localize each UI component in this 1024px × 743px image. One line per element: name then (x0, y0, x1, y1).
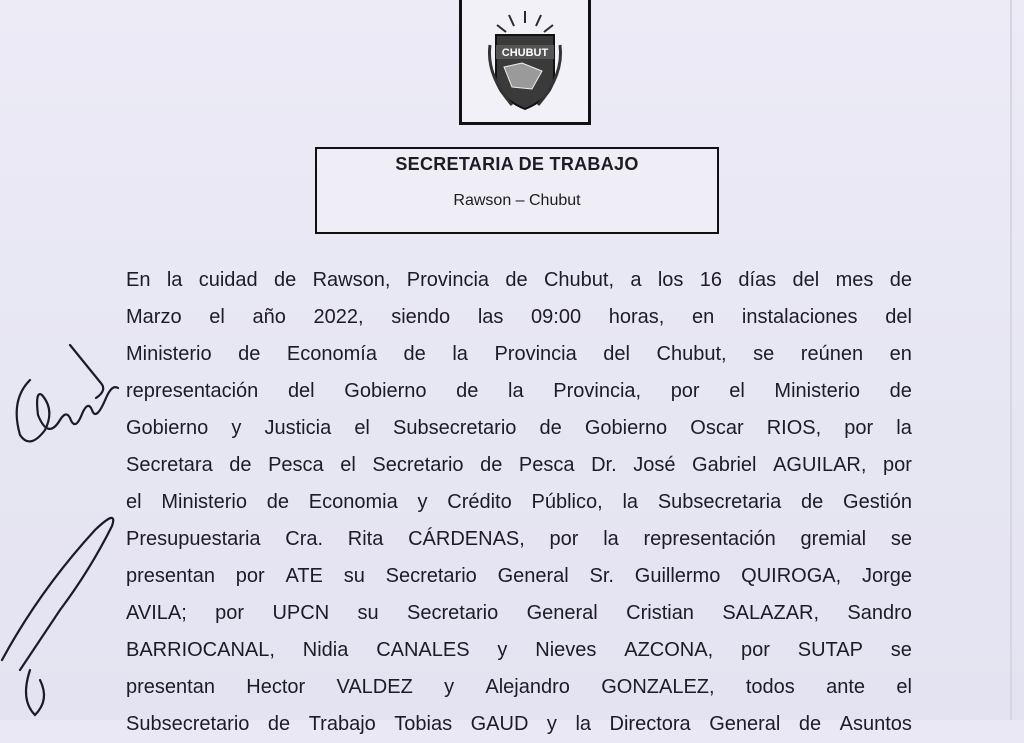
body-word: representación (126, 380, 259, 402)
body-word: Presupuestaria (126, 528, 261, 550)
body-word: todos (745, 676, 795, 698)
body-word: siendo (391, 306, 451, 328)
body-word: Alejandro (485, 676, 570, 698)
body-word: Cra. (285, 528, 324, 550)
body-line (126, 706, 912, 743)
body-word: el (729, 380, 745, 402)
body-word: Gobierno (584, 417, 668, 439)
body-word: por (549, 528, 579, 550)
body-word: Nidia (302, 639, 349, 661)
body-word: CÁRDENAS, (408, 528, 525, 550)
body-word: Provincia (406, 269, 490, 291)
body-word: la (896, 417, 912, 439)
body-word: RIOS, (766, 417, 822, 439)
body-word: de (798, 713, 822, 735)
body-line (126, 447, 912, 484)
body-word: Hector (246, 676, 306, 698)
body-word: Directora (609, 713, 691, 735)
body-word: y (546, 713, 557, 735)
body-word: de (403, 343, 426, 365)
body-word: su (343, 565, 365, 587)
body-word: Nieves (535, 639, 597, 661)
body-word: en (692, 306, 715, 328)
body-word: de (266, 491, 289, 513)
body-word: 09:00 (531, 306, 582, 328)
body-word: Sandro (847, 602, 912, 624)
body-word: gremial (800, 528, 867, 550)
body-word: su (357, 602, 379, 624)
body-word: Economia (308, 491, 398, 513)
body-word: del (287, 380, 315, 402)
body-word: GONZALEZ, (601, 676, 715, 698)
body-word: Asuntos (839, 713, 912, 735)
body-word: Secretario (407, 602, 499, 624)
body-word: AGUILAR, (773, 454, 867, 476)
body-word: el (340, 454, 356, 476)
body-word: Trabajo (308, 713, 376, 735)
body-word: la (603, 528, 619, 550)
office-title: SECRETARIA DE TRABAJO (395, 154, 639, 174)
body-word: Sr. (589, 565, 614, 587)
body-word: Subsecretario (126, 713, 250, 735)
body-word: de (456, 380, 479, 402)
body-word: BARRIOCANAL, (126, 639, 275, 661)
body-word: Economía (286, 343, 377, 365)
body-word: AVILA; (126, 602, 187, 624)
body-word: el (209, 306, 225, 328)
body-word: de (539, 417, 562, 439)
body-word: del (603, 343, 630, 365)
body-word: CANALES (376, 639, 470, 661)
body-word: Jorge (861, 565, 912, 587)
body-word: AZCONA, (624, 639, 714, 661)
body-word: Subsecretaria (657, 491, 782, 513)
body-word: Secretario (372, 454, 464, 476)
body-word: Gobierno (344, 380, 427, 402)
body-word: ATE (285, 565, 323, 587)
body-word: Ministerio (161, 491, 247, 513)
page-edge (1010, 0, 1012, 720)
body-word: SALAZAR, (722, 602, 820, 624)
body-word: año (252, 306, 286, 328)
body-word: 16 (699, 269, 723, 291)
body-word: las (477, 306, 504, 328)
body-word: por (235, 565, 265, 587)
body-word: de (480, 454, 503, 476)
body-word: de (229, 454, 252, 476)
body-line (126, 484, 912, 521)
body-word: el (354, 417, 370, 439)
body-line (126, 336, 912, 373)
body-word: Tobias (394, 713, 453, 735)
office-location: Rawson – Chubut (453, 192, 581, 209)
body-word: reúnen (800, 343, 864, 365)
body-word: representación (643, 528, 776, 550)
body-word: ante (826, 676, 866, 698)
body-word: Rita (347, 528, 384, 550)
body-word: por (215, 602, 245, 624)
office-header (315, 147, 719, 234)
body-line (126, 558, 912, 595)
body-word: Provincia, (553, 380, 642, 402)
body-word: y (231, 417, 242, 439)
body-word: del (885, 306, 912, 328)
body-word: a (630, 269, 642, 291)
body-word: instalaciones (741, 306, 858, 328)
body-word: Gabriel (692, 454, 757, 476)
body-word: y (497, 639, 508, 661)
body-word: presentan (126, 565, 215, 587)
body-word: de (505, 269, 528, 291)
body-word: presentan (126, 676, 215, 698)
chubut-seal-icon (482, 5, 568, 117)
body-word: de (889, 269, 912, 291)
body-line (126, 632, 912, 669)
body-word: por (844, 417, 874, 439)
body-word: la (622, 491, 639, 513)
body-word: QUIROGA, (741, 565, 842, 587)
body-word: mes (835, 269, 874, 291)
body-word: cuidad (198, 269, 258, 291)
body-word: Oscar (690, 417, 744, 439)
body-word: Rawson, (312, 269, 391, 291)
body-word: de (274, 269, 297, 291)
seal-box (459, 0, 591, 125)
body-word: de (238, 343, 261, 365)
body-word: Secretara (126, 454, 213, 476)
body-word: los (657, 269, 684, 291)
body-word: Gestión (843, 491, 912, 513)
body-word: VALDEZ (336, 676, 413, 698)
body-word: Gobierno (126, 417, 209, 439)
body-word: SUTAP (797, 639, 863, 661)
body-word: Marzo (126, 306, 182, 328)
body-word: Crédito (447, 491, 512, 513)
body-word: el (896, 676, 912, 698)
body-line (126, 410, 912, 447)
body-word: José (633, 454, 676, 476)
body-word: General (526, 602, 598, 624)
body-word: Dr. (591, 454, 617, 476)
body-word: General (709, 713, 781, 735)
document-body (126, 262, 912, 743)
body-line (126, 262, 912, 299)
body-line (126, 373, 912, 410)
body-word: Chubut, (656, 343, 727, 365)
body-word: Ministerio (774, 380, 860, 402)
body-word: por (882, 454, 912, 476)
body-word: se (890, 639, 912, 661)
body-line (126, 299, 912, 336)
body-word: días (738, 269, 777, 291)
body-word: por (670, 380, 700, 402)
body-word: Guillermo (634, 565, 721, 587)
body-word: Chubut, (543, 269, 615, 291)
signature-mark-icon (0, 340, 125, 720)
body-word: la (575, 713, 592, 735)
body-line (126, 669, 912, 706)
body-word: GAUD (470, 713, 529, 735)
body-line (126, 521, 912, 558)
body-word: Justicia (264, 417, 332, 439)
body-word: Cristian (626, 602, 694, 624)
body-word: de (889, 380, 912, 402)
body-word: Provincia (494, 343, 577, 365)
body-word: Pesca (518, 454, 575, 476)
body-word: se (753, 343, 775, 365)
body-word: En (126, 269, 151, 291)
body-word: y (444, 676, 455, 698)
body-word: UPCN (272, 602, 330, 624)
body-word: del (792, 269, 820, 291)
body-word: Pesca (268, 454, 324, 476)
body-word: la (508, 380, 524, 402)
body-word: Secretario (385, 565, 477, 587)
body-word: Ministerio (126, 343, 212, 365)
body-word: Público, (531, 491, 603, 513)
body-word: de (267, 713, 291, 735)
body-line (126, 595, 912, 632)
body-word: Subsecretario (393, 417, 517, 439)
svg-text:CHUBUT: CHUBUT (501, 47, 549, 59)
body-word: se (890, 528, 912, 550)
body-word: la (166, 269, 183, 291)
body-word: y (417, 491, 428, 513)
body-word: 2022, (313, 306, 364, 328)
body-word: en (889, 343, 912, 365)
body-word: la (452, 343, 468, 365)
body-word: General (497, 565, 569, 587)
body-word: de (801, 491, 824, 513)
body-word: horas, (608, 306, 665, 328)
body-word: por (741, 639, 770, 661)
body-word: el (126, 491, 142, 513)
